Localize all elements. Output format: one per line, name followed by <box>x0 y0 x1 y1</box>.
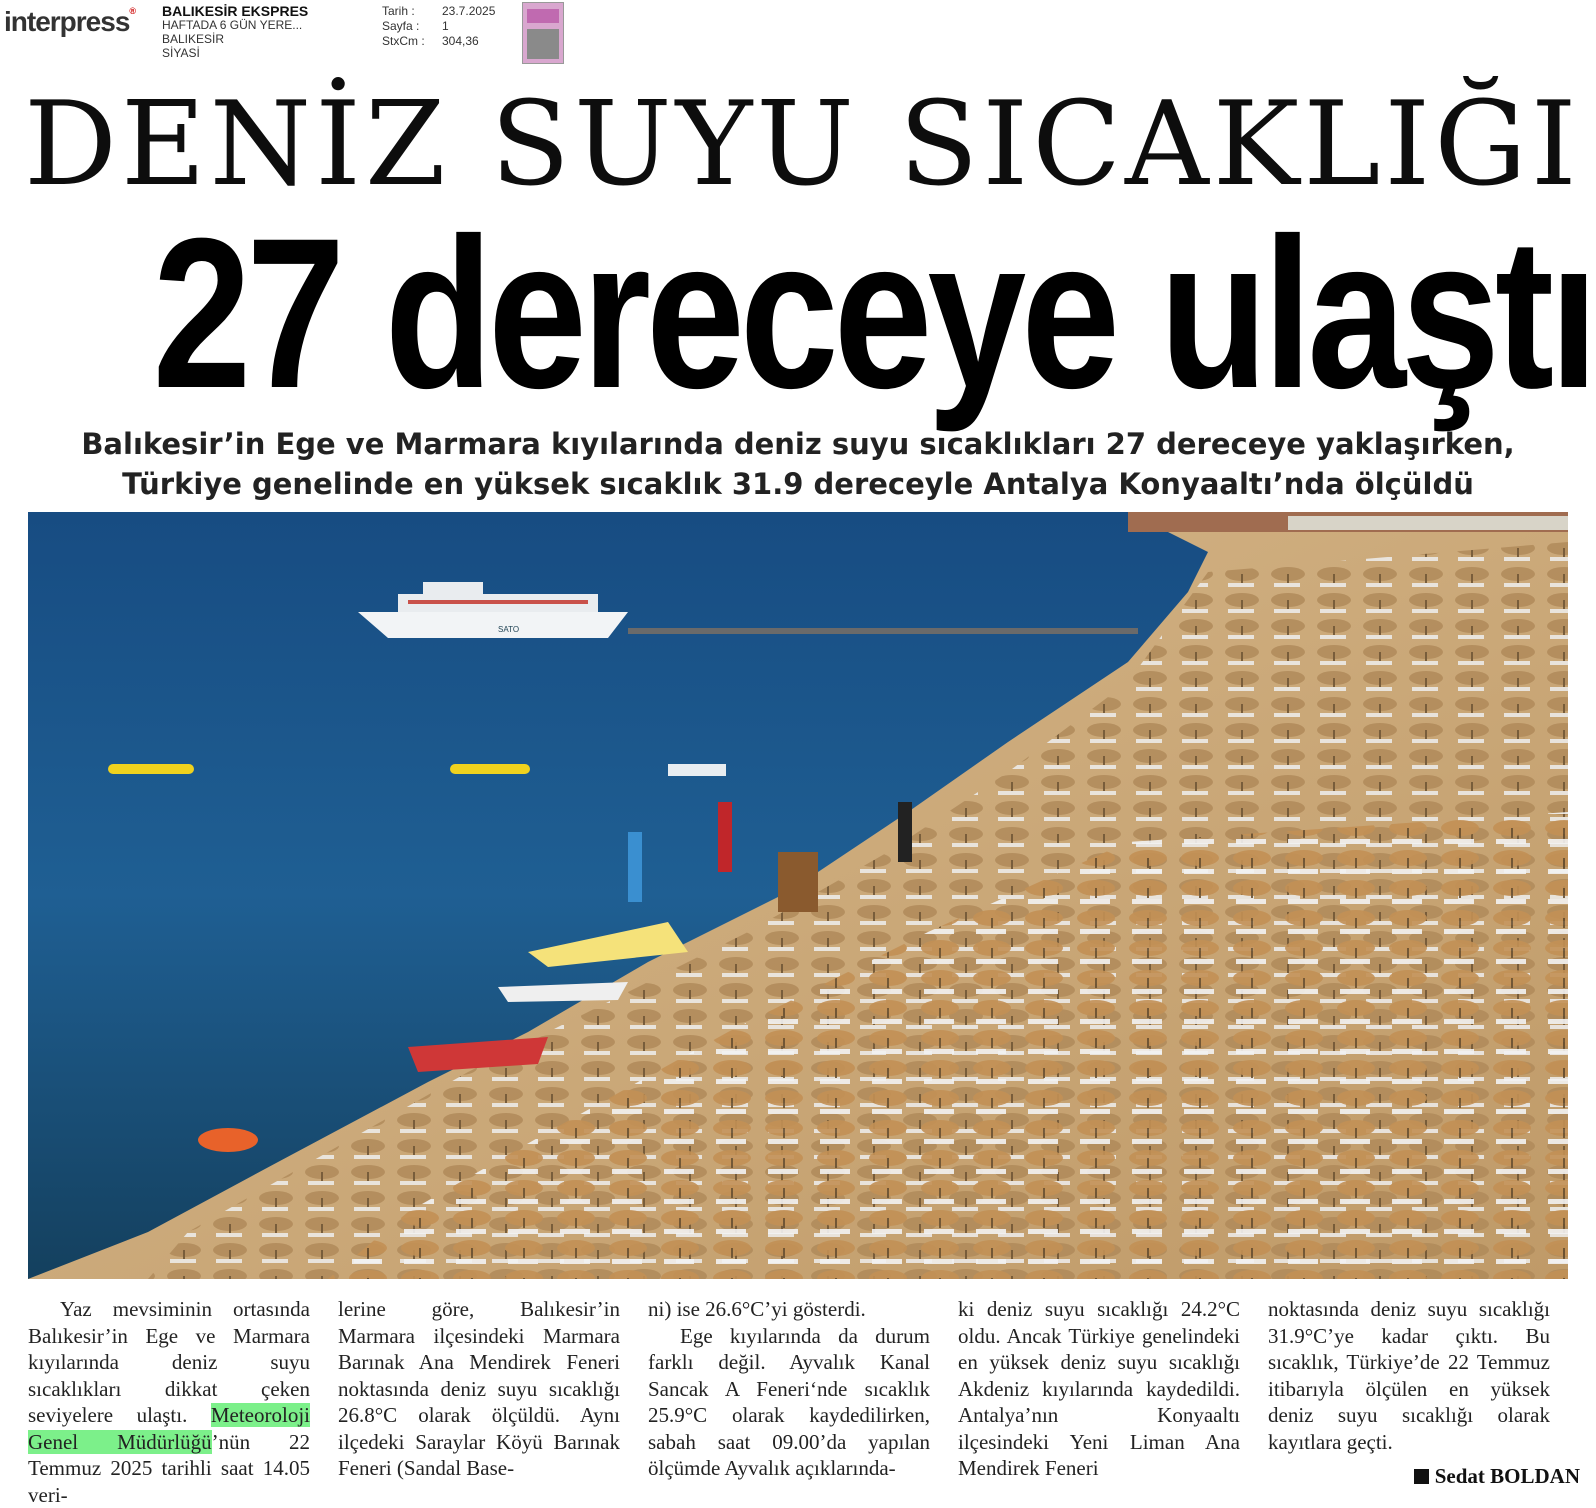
article-body <box>28 1296 1580 1507</box>
beach-photo <box>28 512 1568 1279</box>
size-label: StxCm : <box>382 34 425 48</box>
publication-frequency: HAFTADA 6 GÜN YERE... <box>162 18 303 32</box>
page-value: 1 <box>442 19 449 33</box>
publication-section: SİYASİ <box>162 46 200 60</box>
body-column-2: lerine göre, Balıkesir’in Marmara ilçesindeki Marmara Barınak Ana Mendirek Feneri noktasında deniz suyu sıcaklığı 26.8°C olarak ölçüldü. Aynı ilçedeki Saraylar Köyü Barınak Feneri (Sandal Base- <box>338 1297 620 1480</box>
deck-line-1: Balıkesir’in Ege ve Marmara kıyılarında deniz suyu sıcaklıkları 27 dereceye yaklaşırken, <box>81 427 1515 461</box>
article-deck <box>20 424 1576 504</box>
body-column-1: Yaz mevsiminin ortasında Balıkesir’in Ege ve Marmara kıyılarında deniz suyu sıcaklıkları dikkat çeken seviyelere ulaştı. Meteoroloji Genel Müdürlüğü’nün 22 Temmuz 2025 tarihli saat 14.05 veri- <box>28 1297 310 1507</box>
clipping-header <box>0 0 1596 72</box>
size-value: 304,36 <box>442 34 479 48</box>
byline: Sedat BOLDAN <box>1414 1464 1580 1489</box>
page-thumbnail[interactable] <box>522 2 564 64</box>
publication-city: BALIKESİR <box>162 32 225 46</box>
page-label: Sayfa : <box>382 19 420 33</box>
body-column-4: ki deniz suyu sıcaklığı 24.2°C oldu. Ancak Türkiye genelindeki en yüksek deniz suyu sıcaklığı Akdeniz kıyılarında kaydedildi. Antalya’nın Konyaaltı ilçesindeki Yeni Liman Ana Mendirek Feneri <box>958 1297 1240 1480</box>
deck-line-2: Türkiye genelinde en yüksek sıcaklık 31.9 dereceyle Antalya Konyaaltı’nda ölçüldü <box>122 467 1474 501</box>
highlighted-term: Meteoroloji Genel Müdürlüğü <box>28 1403 310 1454</box>
date-value: 23.7.2025 <box>442 4 496 18</box>
clipping-details <box>382 4 495 49</box>
body-column-5: noktasında deniz suyu sıcaklığı 31.9°C’ye kadar çıktı. Bu sıcaklık, Türkiye’de 22 Temmuz itibarıyla ölçülen en yüksek deniz suyu sıcaklığı olarak kayıtlara geçti. <box>1268 1297 1550 1454</box>
byline-square-icon <box>1414 1469 1429 1484</box>
body-column-3: ni) ise 26.6°C’yi gösterdi. Ege kıyılarında da durum farklı değil. Ayvalık Kanal Sancak A Feneri‘nde sıcaklık 25.9°C olarak kaydedilirken, sabah saat 09.00’da yapılan ölçümde Ayvalık açıklarında- <box>648 1297 930 1480</box>
interpress-logo: interpress® <box>4 6 136 37</box>
date-label: Tarih : <box>382 4 415 18</box>
svg-text:SATO: SATO <box>498 625 520 634</box>
publication-info <box>162 4 308 60</box>
article-kicker: DENİZ SUYU SICAKLIĞI <box>24 77 1581 212</box>
publication-name: BALIKESİR EKSPRES <box>162 3 309 19</box>
beach-photo-illustration <box>28 512 1568 1279</box>
article-headline: 27 dereceye ulaştı <box>152 194 1594 433</box>
